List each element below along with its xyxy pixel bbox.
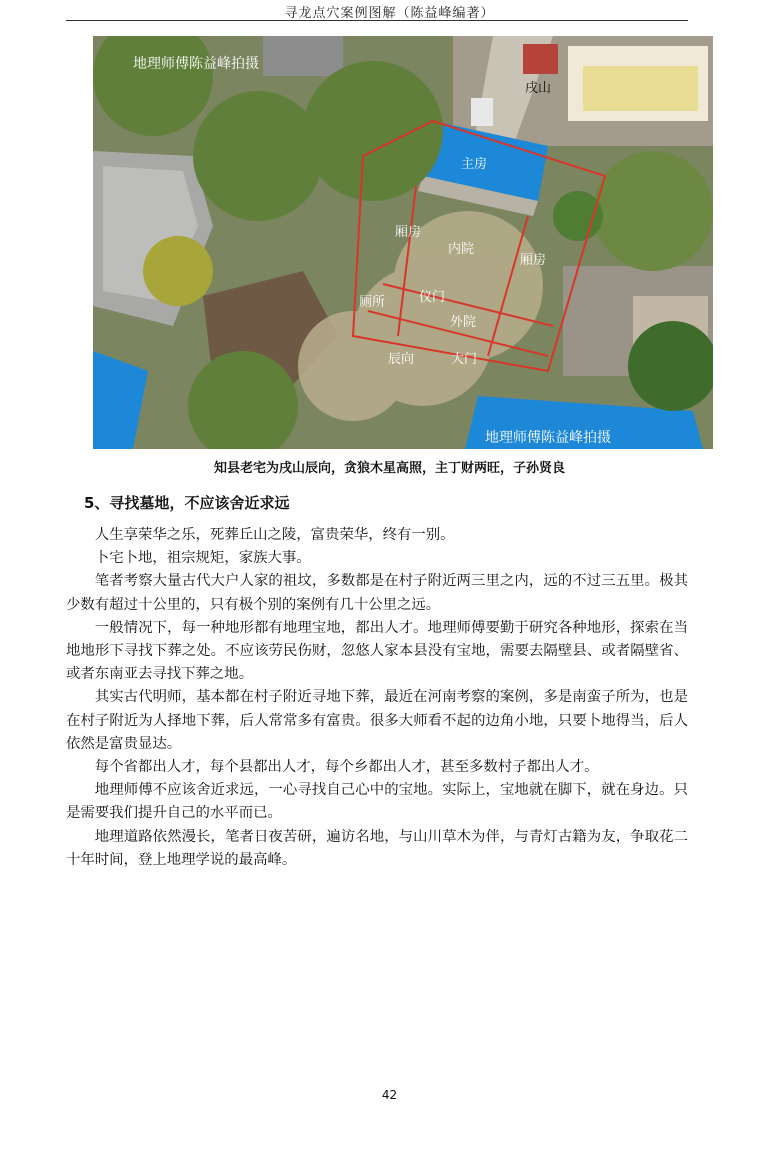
running-header: 寻龙点穴案例图解（陈益峰编著）	[284, 6, 495, 21]
header-rule	[66, 20, 688, 21]
photo-caption: 知县老宅为戌山辰向，贪狼木星高照，主丁财两旺，子孙贤良	[213, 461, 565, 476]
label-xushan: 戌山	[525, 81, 552, 96]
watermark-top: 地理师傅陈益峰拍摄	[133, 56, 259, 72]
paragraph: 笔者考察大量古代大户人家的祖坟，多数都是在村子附近两三里之内，远的不过三五里。极其少数有超过十公里的，只有极个别的案例有几十公里之远。	[66, 573, 688, 613]
paragraph: 一般情况下，每一种地形都有地理宝地，都出人才。地理师傅要勤于研究各种地形，探索在当地地形下寻找下葬之处。不应该劳民伤财，忽悠人家本县没有宝地，需要去隔壁县、或者隔壁省、或者东南亚去寻找下葬之地。	[66, 619, 688, 683]
aerial-photo-illustration	[93, 36, 713, 449]
label-neiyuan: 内院	[448, 242, 475, 257]
label-yimen: 仪门	[419, 290, 446, 305]
paragraph: 地理道路依然漫长，笔者日夜苦研，遍访名地，与山川草木为伴，与青灯古籍为友，争取花二十年时间，登上地理学说的最高峰。	[66, 828, 688, 868]
paragraph: 地理师傅不应该舍近求远，一心寻找自己心中的宝地。实际上，宝地就在脚下，就在身边。只是需要我们提升自己的水平而已。	[66, 782, 688, 822]
label-chenxiang: 辰向	[388, 352, 415, 367]
section-heading: 5、寻找墓地，不应该舍近求远	[84, 494, 290, 512]
label-cesuo: 厕所	[359, 295, 386, 310]
label-damen: 大门	[451, 352, 478, 367]
body-text	[66, 524, 688, 872]
label-zhufang: 主房	[461, 157, 488, 172]
watermark-bottom: 地理师傅陈益峰拍摄	[485, 430, 611, 446]
paragraph: 卜宅卜地，祖宗规矩，家族大事。	[94, 550, 311, 567]
paragraph: 每个省都出人才，每个县都出人才，每个乡都出人才，甚至多数村子都出人才。	[94, 759, 599, 776]
label-xiangfang-left: 厢房	[395, 225, 422, 240]
aerial-photo	[93, 36, 713, 449]
label-waiyuan: 外院	[450, 315, 477, 330]
paragraph: 其实古代明师，基本都在村子附近寻地下葬，最近在河南考察的案例，多是南蛮子所为，也是在村子附近为人择地下葬，后人常常多有富贵。很多大师看不起的边角小地，只要卜地得当，后人依然是富贵显达。	[66, 689, 688, 752]
label-xiangfang-right: 厢房	[520, 253, 547, 268]
paragraph: 人生享荣华之乐，死葬丘山之陵，富贵荣华，终有一别。	[94, 527, 455, 543]
page-number: 42	[381, 1088, 398, 1102]
